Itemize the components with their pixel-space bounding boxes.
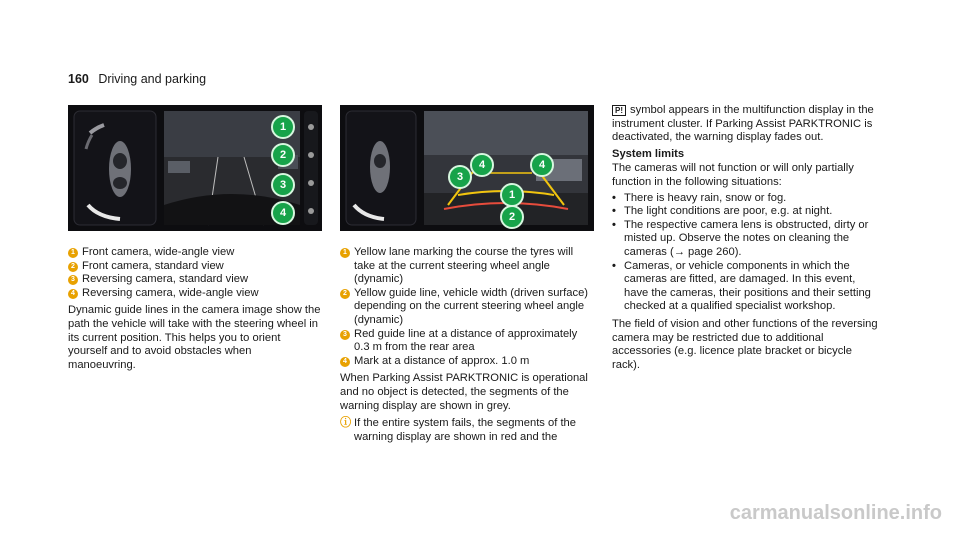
list-item: 1 Yellow lane marking the course the tyres will take at the current steering wheel angle (dynamic) <box>340 246 594 287</box>
body-paragraph: The field of vision and other functions of the reversing camera may be restricted due to additional accessories (e.g. licence plate bracket or bicycle rack). <box>612 317 878 371</box>
list-item: 2 Front camera, standard view <box>68 260 322 274</box>
body-paragraph: Dynamic guide lines in the camera image show the path the vehicle will take with the steering wheel in its current position. This helps you to orient yourself and to avoid obstacles when manoeuvring. <box>68 304 321 371</box>
camera-views-image <box>68 105 322 231</box>
column-1 <box>68 246 322 376</box>
callout-marker: 2 <box>271 143 295 167</box>
bullet-item: • The light conditions are poor, e.g. at night. <box>612 205 833 218</box>
bullet-item: • The respective camera lens is obstructed, dirty or misted up. Observe the notes on cleaning the cameras (→ page 260). <box>612 218 869 258</box>
body-paragraph: When Parking Assist PARKTRONIC is operational and no object is detected, the segments of the warning display are shown in grey. <box>340 372 588 412</box>
list-item: 3 Red guide line at a distance of approximately 0.3 m from the rear area <box>340 328 594 355</box>
section-heading: System limits <box>612 147 685 160</box>
section-title: Driving and parking <box>98 72 207 86</box>
body-paragraph: The cameras will not function or will only partially function in the following situations: <box>612 162 854 188</box>
callout-marker: 4 <box>470 153 494 177</box>
list-item: 2 Yellow guide line, vehicle width (driven surface) depending on the current steering wheel angle (dynamic) <box>340 287 594 328</box>
callout-marker: 3 <box>271 173 295 197</box>
list-item: 3 Reversing camera, standard view <box>68 273 322 287</box>
bullet-item: • There is heavy rain, snow or fog. <box>612 191 787 204</box>
callout-marker: 2 <box>500 205 524 229</box>
guide-lines-image <box>340 105 594 231</box>
bullet-icon: • <box>612 259 616 272</box>
bullet-icon: • <box>612 218 616 231</box>
info-icon: ⓘ <box>340 417 352 430</box>
bullet-icon: • <box>612 205 616 218</box>
bullet-item: • Cameras, or vehicle components in which the cameras are fitted, are damaged. In this event, have the cameras, their positions and their setting checked at a qualified specialist workshop. <box>612 259 871 313</box>
watermark: carmanualsonline.info <box>729 502 942 524</box>
column-3 <box>612 104 882 376</box>
list-item: 1 Front camera, wide-angle view <box>68 246 322 260</box>
callout-marker: 4 <box>271 201 295 225</box>
callout-marker: 1 <box>271 115 295 139</box>
callout-marker: 4 <box>530 153 554 177</box>
note: ⓘ If the entire system fails, the segments of the warning display are shown in red and the <box>340 417 576 443</box>
parking-warning-symbol-icon: P! <box>612 105 626 116</box>
column-2 <box>340 246 594 444</box>
list-item: 4 Reversing camera, wide-angle view <box>68 287 322 301</box>
callout-marker: 1 <box>500 183 524 207</box>
page-header <box>68 72 206 86</box>
page-number: 160 <box>68 72 89 86</box>
intro-paragraph: P! symbol appears in the multifunction display in the instrument cluster. If Parking Assist PARKTRONIC is deactivated, the warning display fades out. <box>612 104 874 144</box>
callout-marker: 3 <box>448 165 472 189</box>
bullet-icon: • <box>612 191 616 204</box>
list-item: 4 Mark at a distance of approx. 1.0 m <box>340 355 594 369</box>
